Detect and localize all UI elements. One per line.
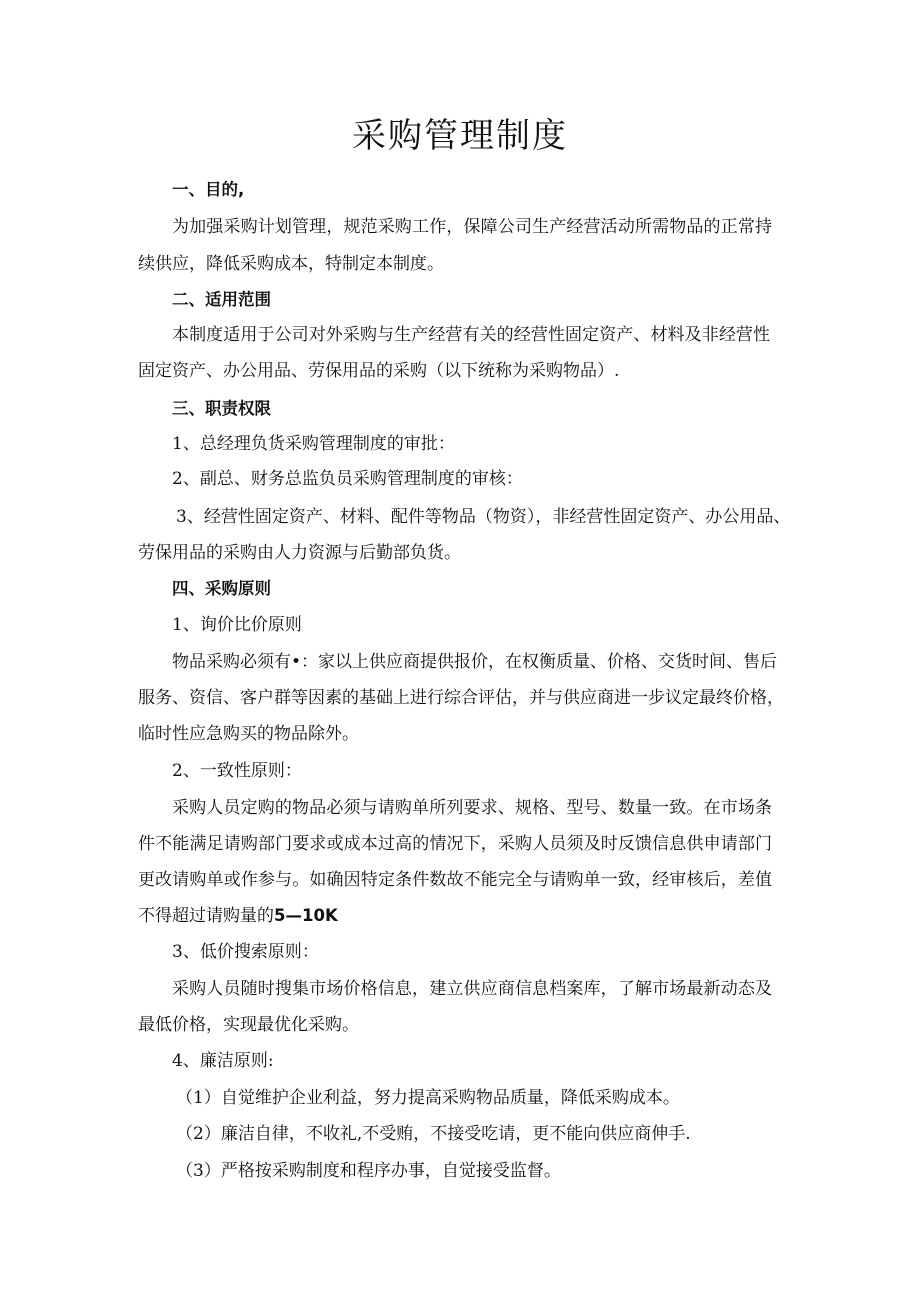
principle-4-item-1: （1）自觉维护企业利益，努力提高采购物品质量，降低采购成本。	[176, 1088, 680, 1108]
principle-1-title: 1、询价比价原则	[172, 615, 302, 635]
principle-4-item-2: （2）廉洁自律，不收礼,不受贿，不接受吃请，更不能向供应商伸手.	[176, 1124, 691, 1144]
section-heading-scope: 二、适用范围	[172, 290, 271, 309]
principle-2-limit-value: 5—10K	[274, 906, 338, 925]
principle-4-item-3: （3）严格按采购制度和程序办事，自觉接受监督。	[176, 1161, 561, 1181]
principle-1-line-3: 临时性应急购买的物品除外。	[138, 724, 359, 744]
principle-1-line-2: 服务、资信、客户群等因素的基础上进行综合评估，并与供应商进一步议定最终价格，	[138, 688, 784, 708]
principle-3-title: 3、低价搜索原则：	[172, 942, 319, 962]
duties-item-3-line-2: 劳保用品的采购由人力资源与后勤部负货。	[138, 543, 461, 563]
duties-item-2: 2、副总、财务总监负员采购管理制度的审核：	[172, 469, 523, 489]
purpose-line-1: 为加强采购计划管理，规范采购工作，保障公司生产经营活动所需物品的正常持	[172, 217, 772, 237]
principle-2-line-1: 采购人员定购的物品必须与请购单所列要求、规格、型号、数量一致。在市场条	[172, 798, 772, 818]
principle-1-line-1: 物品采购必须有•：家以上供应商提供报价，在权衡质量、价格、交货时间、售后	[172, 652, 778, 672]
principle-2-line-3: 更改请购单或作参与。如确因特定条件数故不能完全与请购单一致，经审核后，差值	[138, 870, 772, 890]
document-title: 采购管理制度	[352, 116, 568, 156]
scope-line-2: 固定资产、办公用品、劳保用品的采购（以下统称为采购物品）.	[138, 361, 620, 381]
principle-2-line-4-text: 不得超过请购量的	[138, 906, 274, 926]
scope-line-1: 本制度适用于公司对外采购与生产经营有关的经营性固定资产、材料及非经营性	[172, 325, 770, 345]
principle-3-line-2: 最低价格，实现最优化采购。	[138, 1015, 359, 1035]
principle-2-line-4	[138, 904, 338, 928]
section-heading-principles: 四、采购原则	[172, 579, 271, 598]
section-heading-purpose: 一、目的,	[172, 180, 245, 199]
principle-2-line-2: 件不能满足请购部门要求或成本过高的情况下，采购人员须及时反馈信息供申请部门	[138, 834, 772, 854]
principle-3-line-1: 采购人员随时搜集市场价格信息，建立供应商信息档案库，了解市场最新动态及	[172, 979, 772, 999]
section-heading-duties: 三、职责权限	[172, 399, 271, 418]
purpose-line-2: 续供应，降低采购成本，特制定本制度。	[138, 254, 444, 274]
duties-item-1: 1、总经理负货采购管理制度的审批：	[172, 434, 455, 454]
principle-2-title: 2、一致性原则：	[172, 761, 302, 781]
duties-item-3-line-1: 3、经营性固定资产、材料、配件等物品（物资），非经营性固定资产、办公用品、	[176, 507, 791, 527]
principle-4-title: 4、廉洁原则:	[172, 1051, 274, 1071]
